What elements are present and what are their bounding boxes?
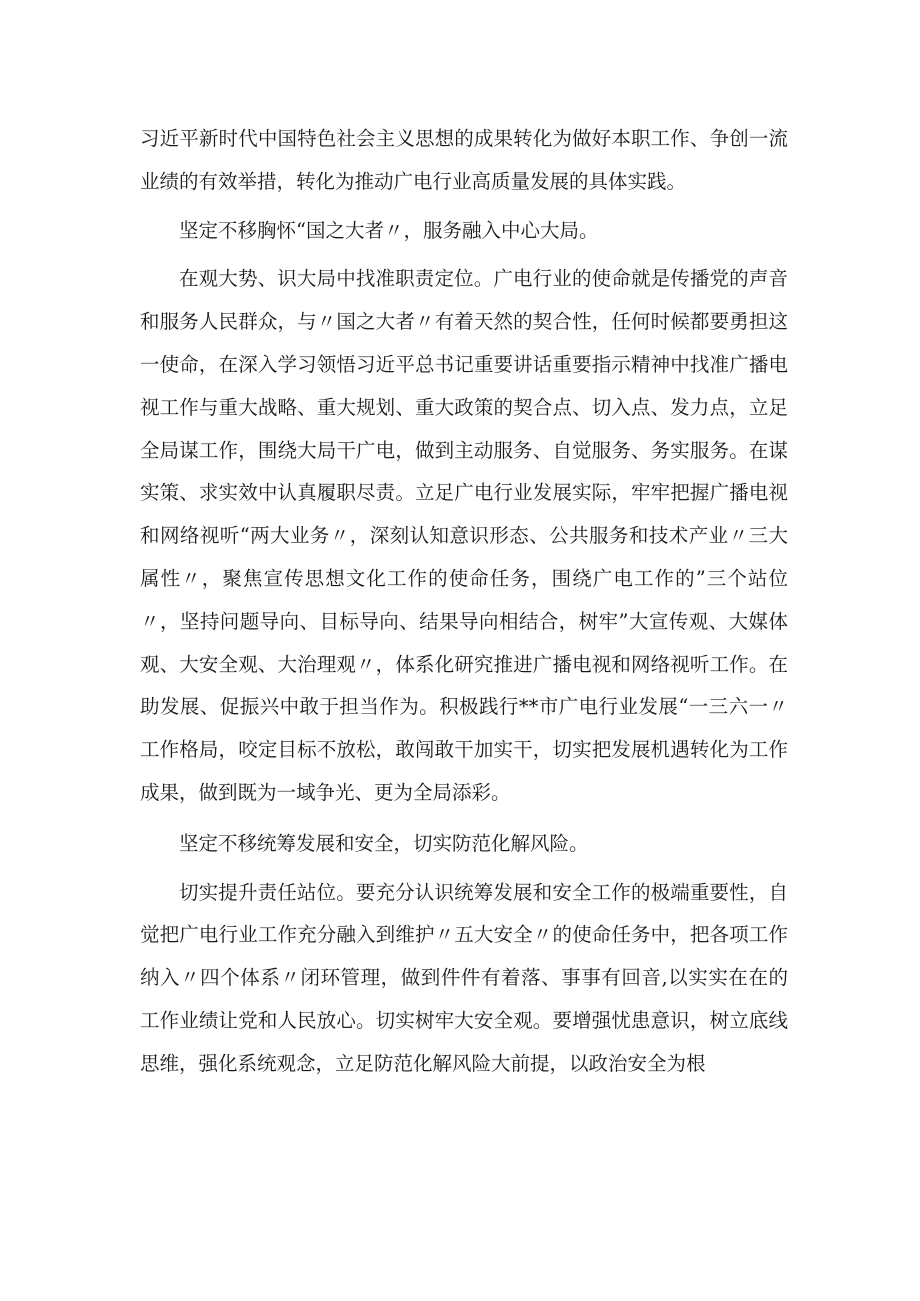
section-heading-national-interest: 坚定不移胸怀“国之大者〃，服务融入中心大局。	[179, 218, 599, 242]
paragraph-duty-positioning: 在观大势、识大局中找准职责定位。广电行业的使命就是传播党的声音和服务人民群众，与〃国之大者〃有着天然的契合性，任何时候都要勇担这一使命，在深入学习领悟习近平总书记重要讲话重要指示精神中找准广播电视工作与重大战略、重大规划、重大政策的契合点、切入点、发力点，立足全局谋工作，围绕大局干广电，做到主动服务、自觉服务、务实服务。在谋实策、求实效中认真履职尽责。立足广电行业发展实际，牢牢把握广播电视和网络视听“两大业务〃，深刻认知意识形态、公共服务和技术产业〃三大属性〃，聚焦宣传思想文化工作的使命任务，围绕广电工作的”三个站位〃，坚持问题导向、目标导向、结果导向相结合，树牢”大宣传观、大媒体观、大安全观、大治理观〃，体系化研究推进广播电视和网络视听工作。在助发展、促振兴中敢于担当作为。积极践行**市广电行业发展“一三六一〃工作格局，咬定目标不放松，敢闯敢干加实干，切实把发展机遇转化为工作成果，做到既为一域争光、更为全局添彩。	[140, 267, 788, 804]
paragraph-responsibility: 切实提升责任站位。要充分认识统筹发展和安全工作的极端重要性，自觉把广电行业工作充分融入到维护〃五大安全〃的使命任务中，把各项工作纳入〃四个体系〃闭环管理，做到件件有着落、事事有回音,以实实在在的工作业绩让党和人民放心。切实树牢大安全观。要增强忧患意识，树立底线思维，强化系统观念，立足防范化解风险大前提，以政治安全为根	[140, 880, 788, 1075]
document-body	[140, 118, 788, 1086]
paragraph-continuation: 习近平新时代中国特色社会主义思想的成果转化为做好本职工作、争创一流业绩的有效举措，转化为推动广电行业高质量发展的具体实践。	[140, 127, 788, 193]
section-heading-development-security: 坚定不移统筹发展和安全，切实防范化解风险。	[179, 831, 589, 855]
